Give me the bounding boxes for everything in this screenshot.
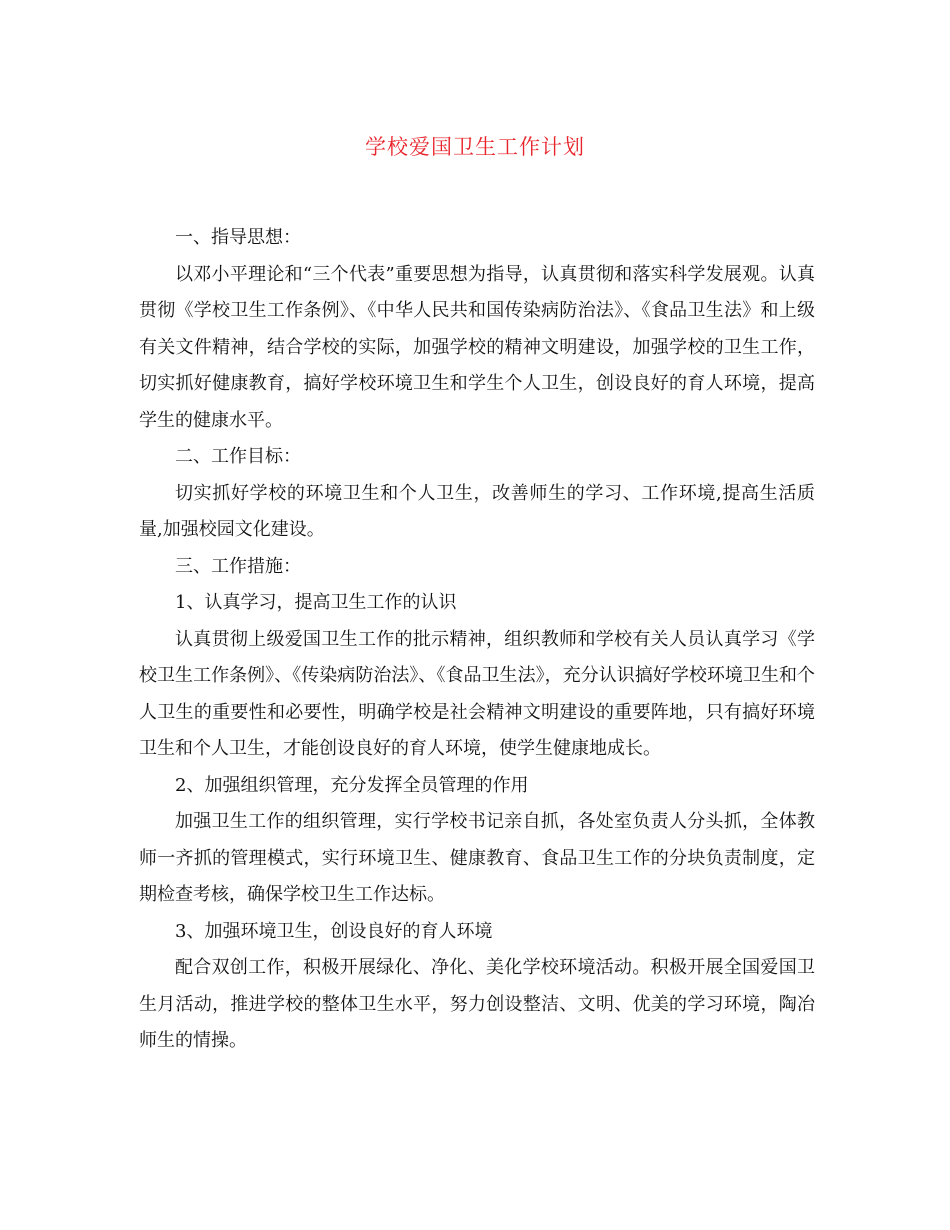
section-heading-work-measures: 三、工作措施：: [175, 555, 301, 577]
document-title: 学校爱国卫生工作计划: [365, 135, 585, 159]
paragraph-measure-3: 配合双创工作，积极开展绿化、净化、美化学校环境活动。积极开展全国爱国卫生月活动，推进学校的整体卫生水平，努力创设整洁、文明、优美的学习环境，陶冶师生的情操。: [139, 957, 815, 1051]
document-body: [139, 220, 815, 1060]
paragraph-guiding-ideology: 以邓小平理论和“三个代表”重要思想为指导，认真贯彻和落实科学发展观。认真贯彻《学校卫生工作条例》、《中华人民共和国传染病防治法》、《食品卫生法》和上级有关文件精神，结合学校的实际，加强学校的精神文明建设，加强学校的卫生工作，切实抓好健康教育，搞好学校环境卫生和学生个人卫生，创设良好的育人环境，提高学生的健康水平。: [139, 263, 815, 431]
section-heading-work-goals: 二、工作目标：: [175, 446, 301, 467]
paragraph-measure-1: 认真贯彻上级爱国卫生工作的批示精神，组织教师和学校有关人员认真学习《学校卫生工作条例》、《传染病防治法》、《食品卫生法》，充分认识搞好学校环境卫生和个人卫生的重要性和必要性，明确学校是社会精神文明建设的重要阵地，只有搞好环境卫生和个人卫生，才能创设良好的育人环境，使学生健康地成长。: [139, 628, 815, 759]
subheading-measure-3: 3、加强环境卫生，创设良好的育人环境: [175, 920, 493, 942]
subheading-measure-1: 1、认真学习，提高卫生工作的认识: [175, 592, 457, 613]
paragraph-measure-2: 加强卫生工作的组织管理，实行学校书记亲自抓，各处室负责人分头抓，全体教师一齐抓的管理模式，实行环境卫生、健康教育、食品卫生工作的分块负责制度，定期检查考核，确保学校卫生工作达标。: [139, 811, 815, 905]
subheading-measure-2: 2、加强组织管理，充分发挥全员管理的作用: [175, 774, 529, 796]
paragraph-work-goals: 切实抓好学校的环境卫生和个人卫生，改善师生的学习、工作环境,提高生活质量,加强校园文化建设。: [139, 482, 815, 540]
section-heading-guiding-ideology: 一、指导思想：: [175, 227, 301, 248]
